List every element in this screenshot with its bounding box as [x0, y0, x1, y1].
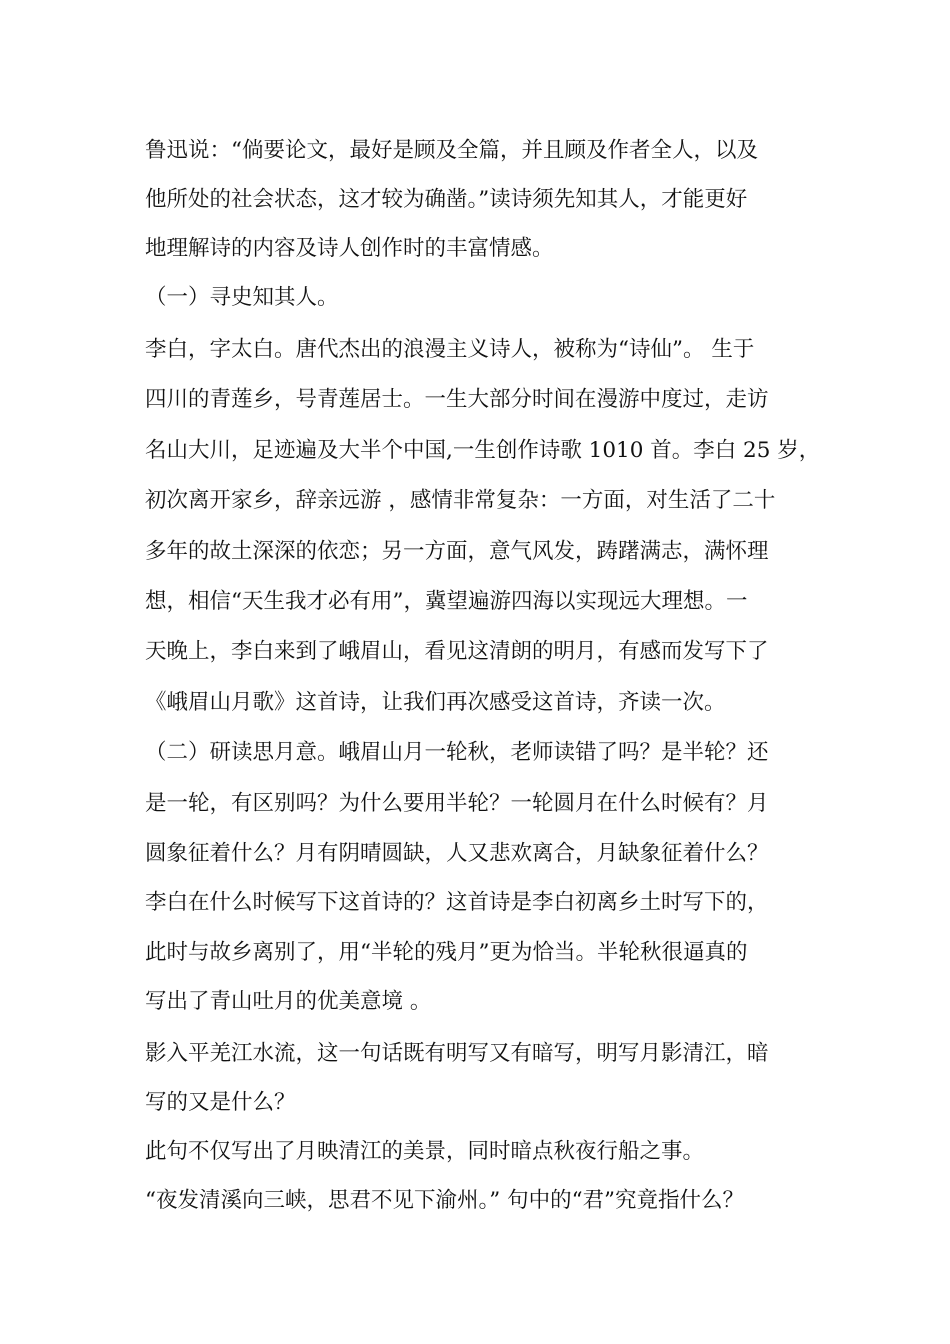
section-heading: （二）研读思月意。峨眉山月一轮秋，老师读错了吗？是半轮？还: [145, 740, 769, 765]
text-line: 《峨眉山月歌》这首诗，让我们再次感受这首诗，齐读一次。: [145, 690, 726, 715]
text-line: 影入平羌江水流，这一句话既有明写又有暗写，明写月影清江，暗: [145, 1041, 769, 1066]
text-line: 他所处的社会状态，这才较为确凿。”读诗须先知其人，才能更好: [145, 187, 748, 212]
text-line: 是一轮，有区别吗？为什么要用半轮？一轮圆月在什么时候有？月: [145, 791, 769, 816]
text-line: 写出了青山吐月的优美意境 。: [145, 989, 432, 1014]
text-line: 四川的青莲乡，号青莲居士。一生大部分时间在漫游中度过，走访: [145, 387, 769, 412]
text-line: 此句不仅写出了月映清江的美景，同时暗点秋夜行船之事。: [145, 1139, 705, 1164]
text-line: 鲁迅说：“倘要论文，最好是顾及全篇，并且顾及作者全人，以及: [145, 138, 758, 163]
text-line: 此时与故乡离别了，用“半轮的残月”更为恰当。半轮秋很逼真的: [145, 940, 748, 965]
text-line: 圆象征着什么？月有阴晴圆缺，人又悲欢离合，月缺象征着什么？: [145, 841, 769, 866]
text-line: “夜发清溪向三峡，思君不见下渝州。” 句中的“君”究竟指什么？: [145, 1188, 745, 1213]
text-line: 李白，字太白。唐代杰出的浪漫主义诗人，被称为“诗仙”。 生于: [145, 337, 755, 362]
text-line: 初次离开家乡，辞亲远游 ，感情非常复杂：一方面，对生活了二十: [145, 488, 776, 513]
text-line: 想，相信“天生我才必有用”，冀望遍游四海以实现远大理想。一: [145, 589, 748, 614]
text-line: 多年的故土深深的依恋；另一方面，意气风发，踌躇满志，满怀理: [145, 539, 769, 564]
text-line: 写的又是什么？: [145, 1090, 296, 1115]
section-heading: （一）寻史知其人。: [145, 285, 339, 310]
text-line: 地理解诗的内容及诗人创作时的丰富情感。: [145, 236, 554, 261]
text-line: 名山大川，足迹遍及大半个中国,一生创作诗歌 1010 首。李白 25 岁，: [145, 438, 821, 463]
text-line: 天晚上，李白来到了峨眉山，看见这清朗的明月，有感而发写下了: [145, 639, 769, 664]
text-line: 李白在什么时候写下这首诗的？这首诗是李白初离乡土时写下的，: [145, 890, 769, 915]
